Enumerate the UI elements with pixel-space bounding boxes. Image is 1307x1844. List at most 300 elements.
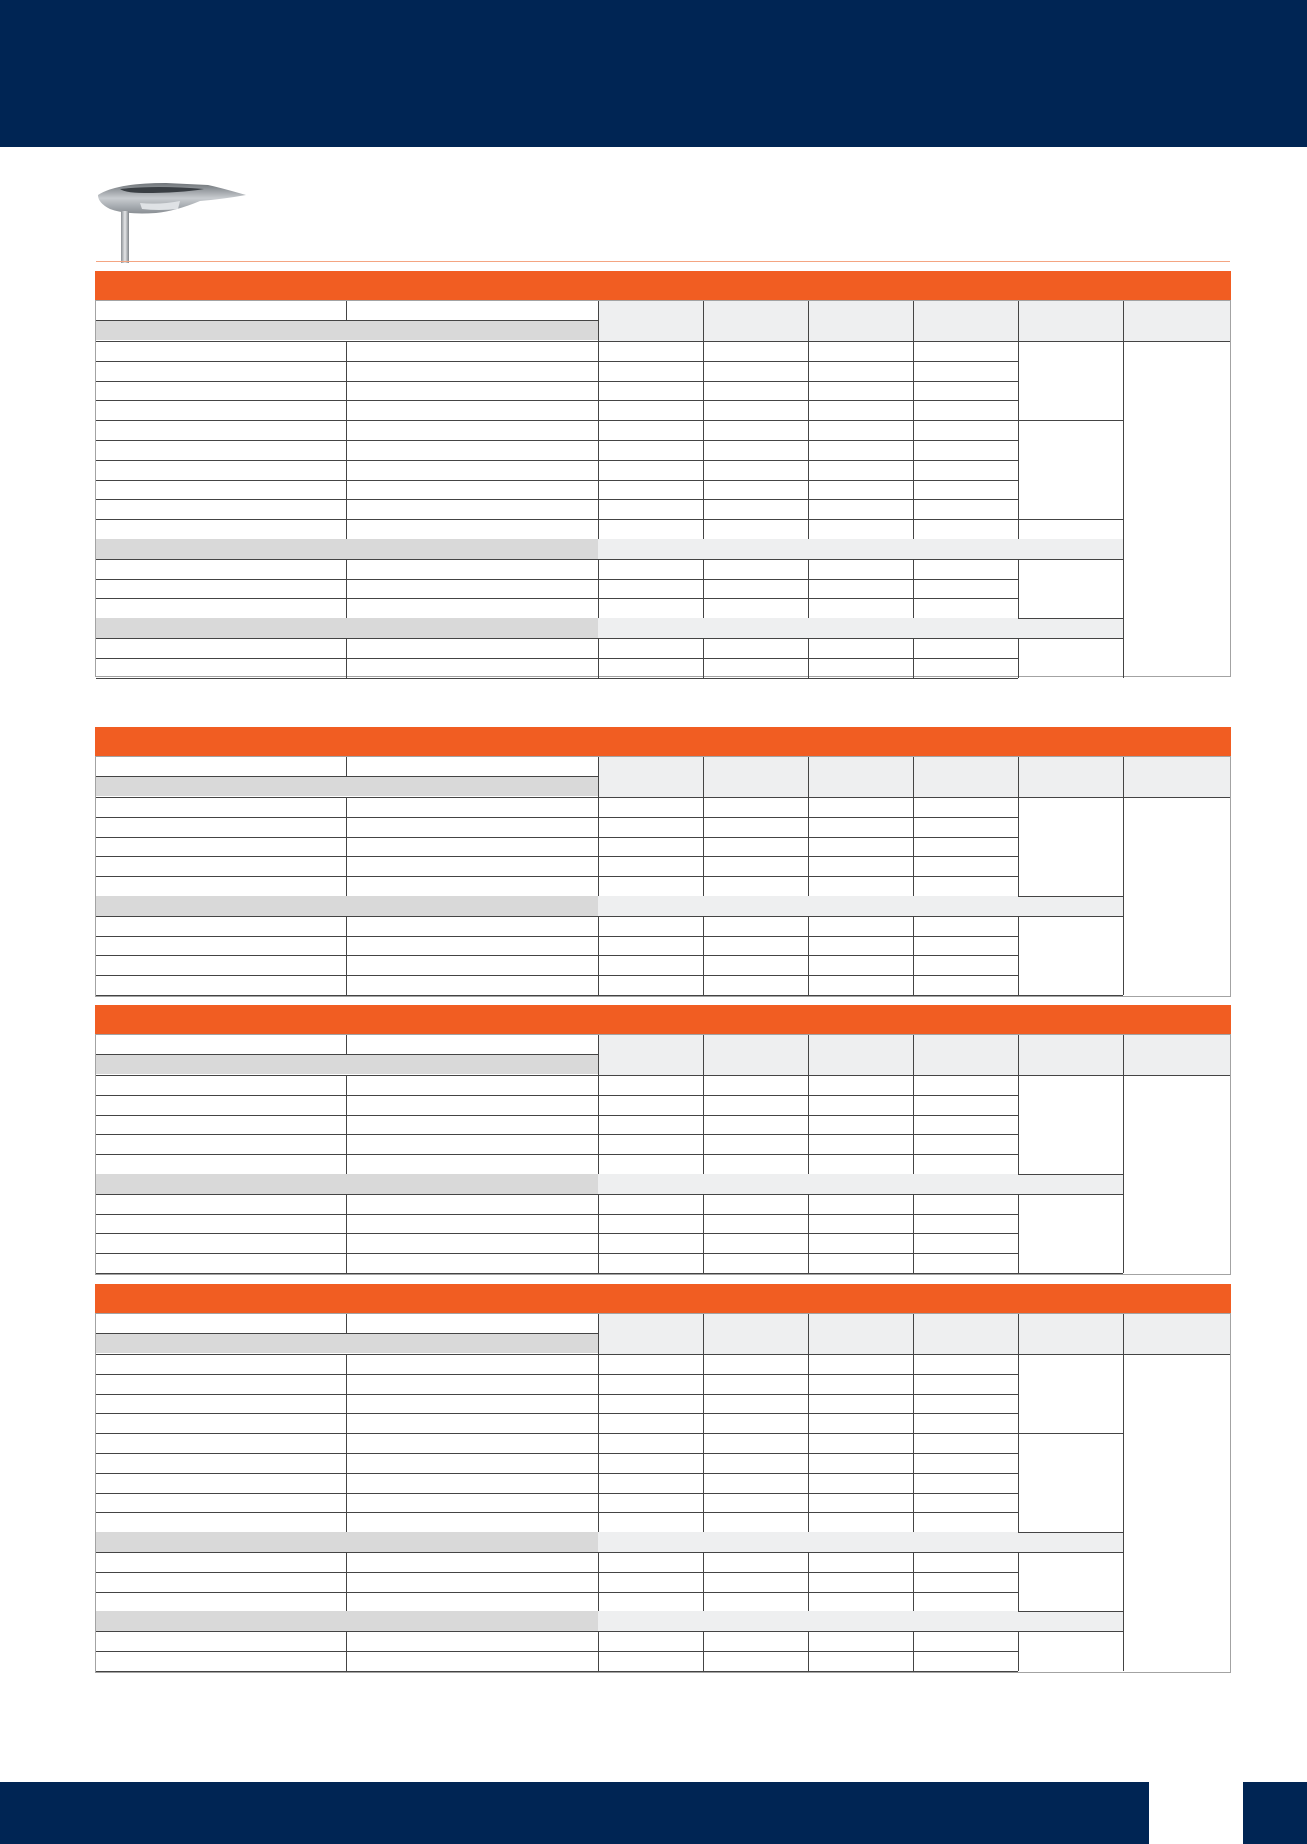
table-row	[96, 856, 1123, 876]
cell-divider	[913, 1233, 914, 1253]
cell-divider	[346, 440, 347, 460]
cell-divider	[598, 1095, 599, 1115]
column-divider	[703, 1035, 704, 1075]
header-col-cell	[1123, 757, 1230, 797]
cell-divider	[703, 519, 704, 539]
header-col-cell	[808, 1314, 913, 1354]
cell-divider	[598, 420, 599, 440]
cell-divider	[913, 817, 914, 837]
cell-divider	[346, 1233, 347, 1253]
cell-divider	[1018, 1115, 1019, 1135]
cell-divider	[598, 658, 599, 678]
cell-divider	[346, 400, 347, 420]
cell-divider	[346, 1552, 347, 1572]
header-col-cell	[1123, 1035, 1230, 1075]
cell-divider	[808, 936, 809, 956]
cell-divider	[808, 1433, 809, 1453]
span-group-rule	[1018, 618, 1123, 619]
cell-divider	[598, 1394, 599, 1414]
product-image	[96, 181, 250, 263]
header-col-cell	[703, 1035, 808, 1075]
cell-divider	[1018, 797, 1019, 817]
cell-divider	[703, 381, 704, 401]
cell-divider	[703, 1075, 704, 1095]
cell-divider	[346, 480, 347, 500]
cell-divider	[1018, 1572, 1019, 1592]
cell-divider	[808, 381, 809, 401]
cell-divider	[346, 1134, 347, 1154]
cell-divider	[703, 638, 704, 658]
cell-divider	[346, 420, 347, 440]
cell-divider	[1018, 499, 1019, 519]
cell-divider	[913, 1354, 914, 1374]
table-row	[96, 1453, 1123, 1473]
cell-divider	[598, 856, 599, 876]
cell-divider	[1018, 1194, 1019, 1214]
cell-divider	[913, 1075, 914, 1095]
cell-divider	[346, 460, 347, 480]
cell-divider	[703, 598, 704, 618]
table-row	[96, 1075, 1123, 1095]
header-col-cell	[1123, 1314, 1230, 1354]
cell-divider	[598, 638, 599, 658]
column-divider	[1018, 1035, 1019, 1075]
cell-divider	[703, 480, 704, 500]
cell-divider	[346, 1075, 347, 1095]
section-title-bar	[95, 1005, 1231, 1034]
header-col-divider	[346, 1035, 347, 1054]
cell-divider	[808, 400, 809, 420]
cell-divider	[346, 598, 347, 618]
cell-divider	[598, 598, 599, 618]
group-band-label	[96, 1532, 598, 1552]
header-col-cell	[703, 1314, 808, 1354]
cell-divider	[598, 1134, 599, 1154]
cell-divider	[598, 1253, 599, 1273]
cell-divider	[598, 1493, 599, 1513]
cell-divider	[808, 638, 809, 658]
cell-divider	[808, 876, 809, 896]
cell-divider	[346, 817, 347, 837]
column-divider	[913, 1314, 914, 1354]
cell-divider	[598, 1631, 599, 1651]
table-grid	[95, 1034, 1231, 1275]
cell-divider	[598, 1572, 599, 1592]
cell-divider	[808, 361, 809, 381]
cell-divider	[598, 876, 599, 896]
cell-divider	[913, 916, 914, 936]
cell-divider	[346, 955, 347, 975]
cell-divider	[703, 1154, 704, 1174]
cell-divider	[598, 440, 599, 460]
group-band-values	[598, 1174, 1123, 1194]
cell-divider	[346, 936, 347, 956]
cell-divider	[808, 1413, 809, 1433]
cell-divider	[703, 1134, 704, 1154]
cell-divider	[703, 856, 704, 876]
cell-divider	[703, 916, 704, 936]
header-col-cell	[808, 757, 913, 797]
header-col-cell	[1018, 1314, 1123, 1354]
cell-divider	[346, 797, 347, 817]
header-divider	[96, 1333, 598, 1334]
cell-divider	[1018, 1075, 1019, 1095]
cell-divider	[913, 460, 914, 480]
cell-divider	[598, 400, 599, 420]
table-row	[96, 420, 1123, 440]
cell-divider	[346, 1394, 347, 1414]
top-header-band	[0, 0, 1307, 147]
cell-divider	[913, 341, 914, 361]
cell-divider	[1018, 440, 1019, 460]
header-label-b	[346, 757, 598, 776]
table-row	[96, 1095, 1123, 1115]
cell-divider	[1018, 1134, 1019, 1154]
cell-divider	[703, 1493, 704, 1513]
cell-divider	[346, 837, 347, 857]
cell-divider	[598, 1433, 599, 1453]
cell-divider	[703, 460, 704, 480]
cell-divider	[346, 1651, 347, 1671]
cell-divider	[808, 1493, 809, 1513]
last-column-divider	[1123, 341, 1124, 678]
cell-divider	[1018, 1651, 1019, 1671]
header-divider	[96, 1054, 598, 1055]
cell-divider	[346, 381, 347, 401]
cell-divider	[346, 1512, 347, 1532]
cell-divider	[598, 1453, 599, 1473]
header-subband	[96, 776, 598, 796]
cell-divider	[913, 440, 914, 460]
table-row	[96, 1512, 1123, 1532]
cell-divider	[346, 916, 347, 936]
row-rule	[96, 1273, 1018, 1274]
cell-divider	[346, 1572, 347, 1592]
cell-divider	[346, 1154, 347, 1174]
cell-divider	[703, 1453, 704, 1473]
cell-divider	[913, 598, 914, 618]
cell-divider	[913, 1552, 914, 1572]
cell-divider	[913, 1374, 914, 1394]
cell-divider	[703, 1552, 704, 1572]
header-label-a	[96, 1314, 346, 1333]
cell-divider	[703, 559, 704, 579]
cell-divider	[703, 361, 704, 381]
column-divider	[913, 1035, 914, 1075]
cell-divider	[346, 519, 347, 539]
cell-divider	[1018, 460, 1019, 480]
cell-divider	[1018, 638, 1019, 658]
cell-divider	[808, 1592, 809, 1612]
table-row	[96, 1433, 1123, 1453]
cell-divider	[703, 975, 704, 995]
cell-divider	[808, 837, 809, 857]
cell-divider	[703, 1433, 704, 1453]
header-col-cell	[703, 757, 808, 797]
spec-table-2	[95, 727, 1231, 997]
span-group-rule	[1018, 519, 1123, 520]
cell-divider	[598, 797, 599, 817]
cell-divider	[913, 638, 914, 658]
cell-divider	[913, 1394, 914, 1414]
header-col-cell	[598, 1035, 703, 1075]
cell-divider	[1018, 817, 1019, 837]
cell-divider	[913, 837, 914, 857]
header-col-cell	[913, 301, 1018, 341]
cell-divider	[913, 1631, 914, 1651]
cell-divider	[703, 1194, 704, 1214]
cell-divider	[808, 856, 809, 876]
cell-divider	[346, 559, 347, 579]
cell-divider	[703, 1473, 704, 1493]
cell-divider	[598, 1075, 599, 1095]
table-row	[96, 1493, 1123, 1513]
table-row	[96, 1115, 1123, 1135]
cell-divider	[808, 1253, 809, 1273]
cell-divider	[598, 837, 599, 857]
cell-divider	[703, 1592, 704, 1612]
cell-divider	[1018, 1214, 1019, 1234]
cell-divider	[808, 1572, 809, 1592]
cell-divider	[808, 341, 809, 361]
cell-divider	[703, 400, 704, 420]
cell-divider	[913, 658, 914, 678]
cell-divider	[913, 1194, 914, 1214]
cell-divider	[913, 480, 914, 500]
cell-divider	[808, 1512, 809, 1532]
cell-divider	[1018, 936, 1019, 956]
column-divider	[598, 757, 599, 797]
cell-divider	[703, 817, 704, 837]
cell-divider	[808, 975, 809, 995]
cell-divider	[1018, 1473, 1019, 1493]
column-divider	[1018, 1314, 1019, 1354]
cell-divider	[598, 817, 599, 837]
cell-divider	[808, 1354, 809, 1374]
footer-band	[0, 1782, 1149, 1844]
table-row	[96, 975, 1123, 995]
table-row	[96, 499, 1123, 519]
cell-divider	[913, 876, 914, 896]
cell-divider	[346, 876, 347, 896]
table-grid	[95, 1313, 1231, 1673]
table-row	[96, 460, 1123, 480]
row-rule	[96, 1671, 1018, 1672]
cell-divider	[913, 856, 914, 876]
cell-divider	[703, 420, 704, 440]
cell-divider	[598, 936, 599, 956]
cell-divider	[808, 1075, 809, 1095]
header-label-a	[96, 757, 346, 776]
group-band-values	[598, 539, 1123, 559]
cell-divider	[913, 559, 914, 579]
cell-divider	[703, 936, 704, 956]
cell-divider	[598, 480, 599, 500]
cell-divider	[1018, 1413, 1019, 1433]
row-rule	[96, 678, 1018, 679]
cell-divider	[913, 579, 914, 599]
table-row	[96, 1413, 1123, 1433]
table-row	[96, 916, 1123, 936]
cell-divider	[598, 579, 599, 599]
header-label-b	[346, 1314, 598, 1333]
cell-divider	[598, 1552, 599, 1572]
group-band-values	[598, 1532, 1123, 1552]
cell-divider	[1018, 579, 1019, 599]
column-divider	[703, 757, 704, 797]
cell-divider	[346, 1453, 347, 1473]
header-col-cell	[913, 757, 1018, 797]
cell-divider	[913, 1134, 914, 1154]
column-divider	[1018, 757, 1019, 797]
cell-divider	[598, 1651, 599, 1671]
cell-divider	[808, 817, 809, 837]
table-row	[96, 1552, 1123, 1572]
cell-divider	[598, 519, 599, 539]
table-row	[96, 837, 1123, 857]
table-row	[96, 1154, 1123, 1174]
cell-divider	[1018, 1374, 1019, 1394]
cell-divider	[1018, 837, 1019, 857]
cell-divider	[703, 1631, 704, 1651]
header-col-cell	[1018, 757, 1123, 797]
spec-table-1	[95, 271, 1231, 677]
header-divider	[96, 776, 598, 777]
cell-divider	[1018, 876, 1019, 896]
section-title-bar	[95, 1284, 1231, 1313]
header-col-cell	[598, 1314, 703, 1354]
cell-divider	[913, 420, 914, 440]
span-group-rule	[1018, 420, 1123, 421]
cell-divider	[913, 1453, 914, 1473]
cell-divider	[1018, 1154, 1019, 1174]
cell-divider	[703, 876, 704, 896]
header-col-cell	[1018, 1035, 1123, 1075]
table-row	[96, 1374, 1123, 1394]
table-row	[96, 1194, 1123, 1214]
group-band-label	[96, 618, 598, 638]
cell-divider	[598, 1115, 599, 1135]
cell-divider	[913, 1115, 914, 1135]
cell-divider	[913, 1512, 914, 1532]
header-subband	[96, 320, 598, 340]
cell-divider	[808, 1095, 809, 1115]
cell-divider	[346, 1473, 347, 1493]
span-group-rule	[1018, 1273, 1123, 1274]
cell-divider	[1018, 559, 1019, 579]
cell-divider	[808, 579, 809, 599]
cell-divider	[598, 1154, 599, 1174]
column-divider	[1018, 301, 1019, 341]
column-divider	[1123, 757, 1124, 797]
header-label-b	[346, 1035, 598, 1054]
cell-divider	[913, 1651, 914, 1671]
cell-divider	[1018, 1394, 1019, 1414]
cell-divider	[808, 1552, 809, 1572]
cell-divider	[598, 1592, 599, 1612]
cell-divider	[703, 341, 704, 361]
cell-divider	[703, 1374, 704, 1394]
cell-divider	[1018, 916, 1019, 936]
cell-divider	[1018, 598, 1019, 618]
cell-divider	[913, 1154, 914, 1174]
cell-divider	[1018, 341, 1019, 361]
cell-divider	[346, 579, 347, 599]
cell-divider	[598, 341, 599, 361]
column-divider	[808, 757, 809, 797]
cell-divider	[808, 1115, 809, 1135]
cell-divider	[346, 1631, 347, 1651]
table-row	[96, 1134, 1123, 1154]
table-grid	[95, 756, 1231, 997]
header-col-cell	[703, 301, 808, 341]
span-group-rule	[1018, 896, 1123, 897]
cell-divider	[703, 797, 704, 817]
street-light-luminaire-icon	[96, 181, 250, 263]
table-row	[96, 1473, 1123, 1493]
table-row	[96, 1214, 1123, 1234]
column-divider	[808, 1035, 809, 1075]
cell-divider	[598, 1233, 599, 1253]
header-col-cell	[913, 1035, 1018, 1075]
header-col-cell	[1123, 301, 1230, 341]
header-col-divider	[346, 1314, 347, 1333]
cell-divider	[1018, 1253, 1019, 1273]
cell-divider	[346, 1413, 347, 1433]
cell-divider	[913, 400, 914, 420]
table-grid	[95, 300, 1231, 677]
cell-divider	[703, 1354, 704, 1374]
cell-divider	[1018, 1592, 1019, 1612]
cell-divider	[808, 1651, 809, 1671]
cell-divider	[598, 1512, 599, 1532]
cell-divider	[808, 499, 809, 519]
cell-divider	[346, 1433, 347, 1453]
cell-divider	[346, 1194, 347, 1214]
table-row	[96, 519, 1123, 539]
cell-divider	[346, 361, 347, 381]
table-row	[96, 579, 1123, 599]
table-row	[96, 1394, 1123, 1414]
cell-divider	[703, 440, 704, 460]
cell-divider	[808, 1473, 809, 1493]
cell-divider	[346, 1493, 347, 1513]
column-divider	[598, 1314, 599, 1354]
cell-divider	[913, 797, 914, 817]
cell-divider	[598, 916, 599, 936]
table-row	[96, 1233, 1123, 1253]
table-row	[96, 1651, 1123, 1671]
spec-table-3	[95, 1005, 1231, 1275]
group-band-label	[96, 539, 598, 559]
cell-divider	[1018, 1095, 1019, 1115]
header-subband	[96, 1054, 598, 1074]
cell-divider	[808, 440, 809, 460]
cell-divider	[598, 361, 599, 381]
table-row	[96, 440, 1123, 460]
cell-divider	[808, 559, 809, 579]
column-divider	[703, 1314, 704, 1354]
group-band-values	[598, 618, 1123, 638]
group-band-values	[598, 896, 1123, 916]
table-row	[96, 1354, 1123, 1374]
cell-divider	[703, 1394, 704, 1414]
spec-table-4	[95, 1284, 1231, 1673]
cell-divider	[598, 975, 599, 995]
cell-divider	[598, 1473, 599, 1493]
cell-divider	[598, 1214, 599, 1234]
cell-divider	[346, 638, 347, 658]
